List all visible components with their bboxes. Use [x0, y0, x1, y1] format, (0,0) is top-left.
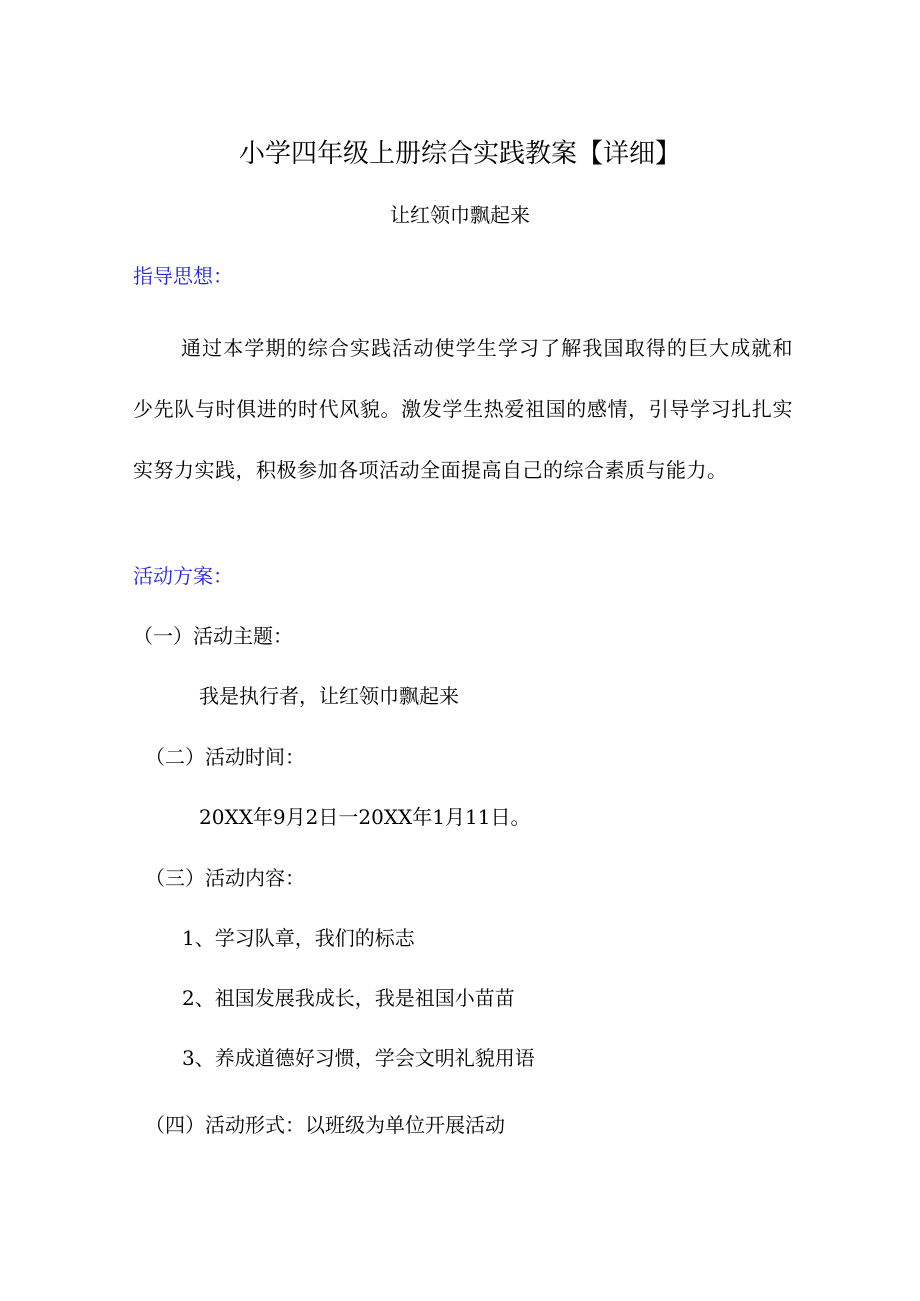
section3-heading: （三）活动内容： — [145, 866, 305, 890]
section4-heading: （四）活动形式：以班级为单位开展活动 — [145, 1113, 505, 1137]
list-item: 3、养成道德好习惯，学会文明礼貌用语 — [182, 1046, 535, 1070]
document-subtitle: 让红领巾飘起来 — [390, 203, 530, 227]
guidance-paragraph: 通过本学期的综合实践活动使学生学习了解我国取得的巨大成就和少先队与时俱进的时代风貌。激发学生热爱祖国的感情，引导学习扎扎实实努力实践，积极参加各项活动全面提高自己的综合素质与能力。 — [133, 336, 793, 482]
section1-heading: （一）活动主题： — [133, 624, 293, 648]
list-item: 2、祖国发展我成长，我是祖国小苗苗 — [182, 986, 515, 1010]
list-item: 1、学习队章，我们的标志 — [182, 926, 415, 950]
guidance-heading: 指导思想： — [133, 264, 233, 288]
section1-text: 我是执行者，让红领巾飘起来 — [199, 684, 459, 708]
document-title: 小学四年级上册综合实践教案【详细】 — [238, 139, 681, 169]
plan-heading: 活动方案： — [133, 564, 233, 588]
section2-heading: （二）活动时间： — [145, 745, 305, 769]
section2-text: 20XX年9月2日一20XX年1月11日。 — [199, 805, 531, 829]
